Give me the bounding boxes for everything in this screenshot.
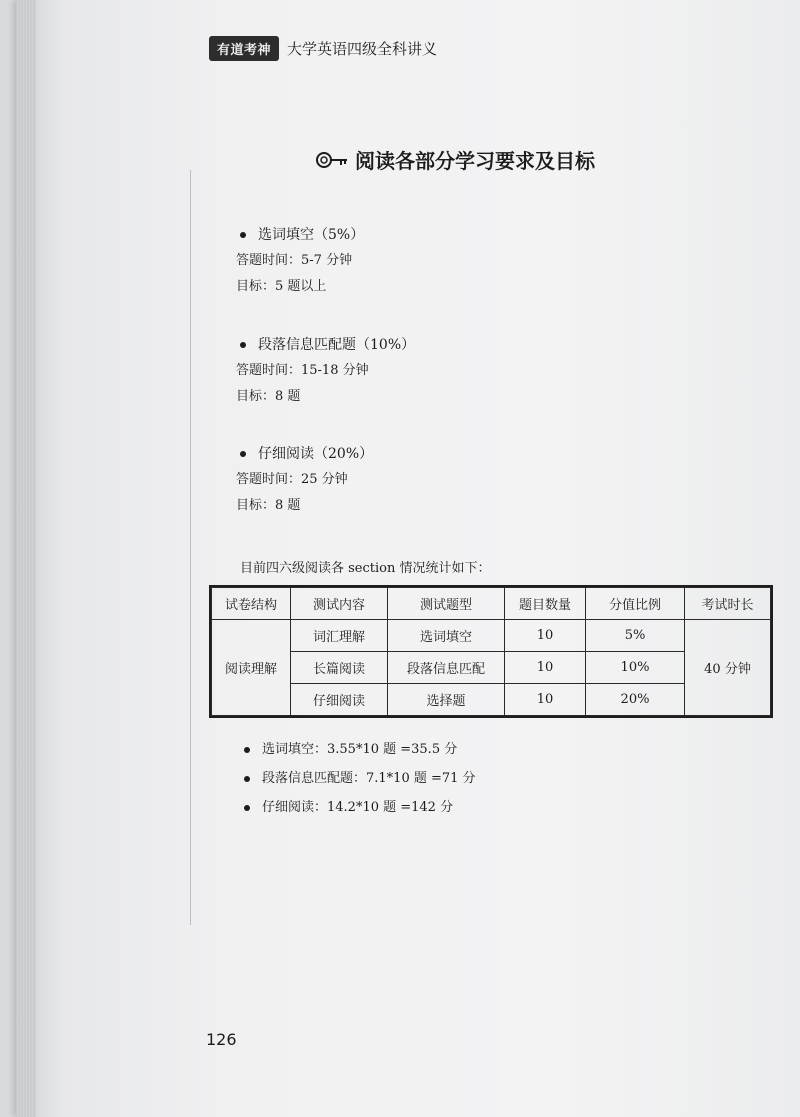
content-cell: 仔细阅读: [291, 684, 388, 716]
bullet-icon: [244, 805, 250, 811]
table-header-cell: 测试内容: [291, 588, 388, 620]
structure-cell: 阅读理解: [212, 620, 291, 716]
section-heading: [315, 145, 595, 174]
key-icon: [315, 149, 349, 171]
bullet-icon: [240, 232, 246, 238]
content-cell: 长篇阅读: [291, 652, 388, 684]
ratio-cell: 20%: [586, 684, 685, 716]
table-header-cell: 分值比例: [586, 588, 685, 620]
summary-item: 段落信息匹配题：7.1*10 题 =71 分: [262, 771, 476, 786]
requirement-block: [236, 222, 364, 300]
bullet-icon: [244, 747, 250, 753]
requirement-time: 答题时间：5-7 分钟: [236, 253, 353, 268]
count-cell: 10: [505, 620, 586, 652]
requirement-goal: 目标：5 题以上: [236, 279, 327, 294]
summary-item: 仔细阅读：14.2*10 题 =142 分: [262, 800, 454, 815]
table-header-row: [212, 588, 771, 620]
page-edge-stack: [16, 0, 36, 1117]
count-cell: 10: [505, 684, 586, 716]
requirement-goal: 目标：8 题: [236, 389, 301, 404]
ratio-cell: 5%: [586, 620, 685, 652]
requirement-label: 仔细阅读（20%）: [258, 446, 374, 462]
bullet-icon: [240, 451, 246, 457]
requirement-block: [236, 332, 415, 410]
reading-stats-table: [211, 587, 771, 716]
type-cell: 段落信息匹配: [388, 652, 505, 684]
requirement-label: 段落信息匹配题（10%）: [258, 337, 416, 353]
header-title: 大学英语四级全科讲义: [287, 40, 438, 58]
ratio-cell: 10%: [586, 652, 685, 684]
section-title: 阅读各部分学习要求及目标: [355, 149, 595, 173]
requirement-block: [236, 441, 373, 519]
type-cell: 选择题: [388, 684, 505, 716]
page-number: 126: [206, 1030, 237, 1049]
requirement-label: 选词填空（5%）: [258, 227, 365, 243]
table-header-cell: 考试时长: [685, 588, 771, 620]
margin-rule: [190, 170, 191, 925]
table-row: [212, 620, 771, 652]
requirement-goal: 目标：8 题: [236, 498, 301, 513]
content-cell: 词汇理解: [291, 620, 388, 652]
table-header-cell: 题目数量: [505, 588, 586, 620]
table-intro: 目前四六级阅读各 section 情况统计如下：: [240, 561, 491, 576]
score-summary: [240, 735, 476, 822]
bullet-icon: [244, 776, 250, 782]
table-header-cell: 试卷结构: [212, 588, 291, 620]
requirement-time: 答题时间：25 分钟: [236, 472, 348, 487]
brand-logo: 有道考神: [209, 36, 279, 61]
bullet-icon: [240, 342, 246, 348]
count-cell: 10: [505, 652, 586, 684]
requirement-time: 答题时间：15-18 分钟: [236, 363, 369, 378]
duration-cell: 40 分钟: [685, 620, 771, 716]
table-header-cell: 测试题型: [388, 588, 505, 620]
summary-item: 选词填空：3.55*10 题 =35.5 分: [262, 742, 458, 757]
page-header: [209, 36, 437, 61]
type-cell: 选词填空: [388, 620, 505, 652]
